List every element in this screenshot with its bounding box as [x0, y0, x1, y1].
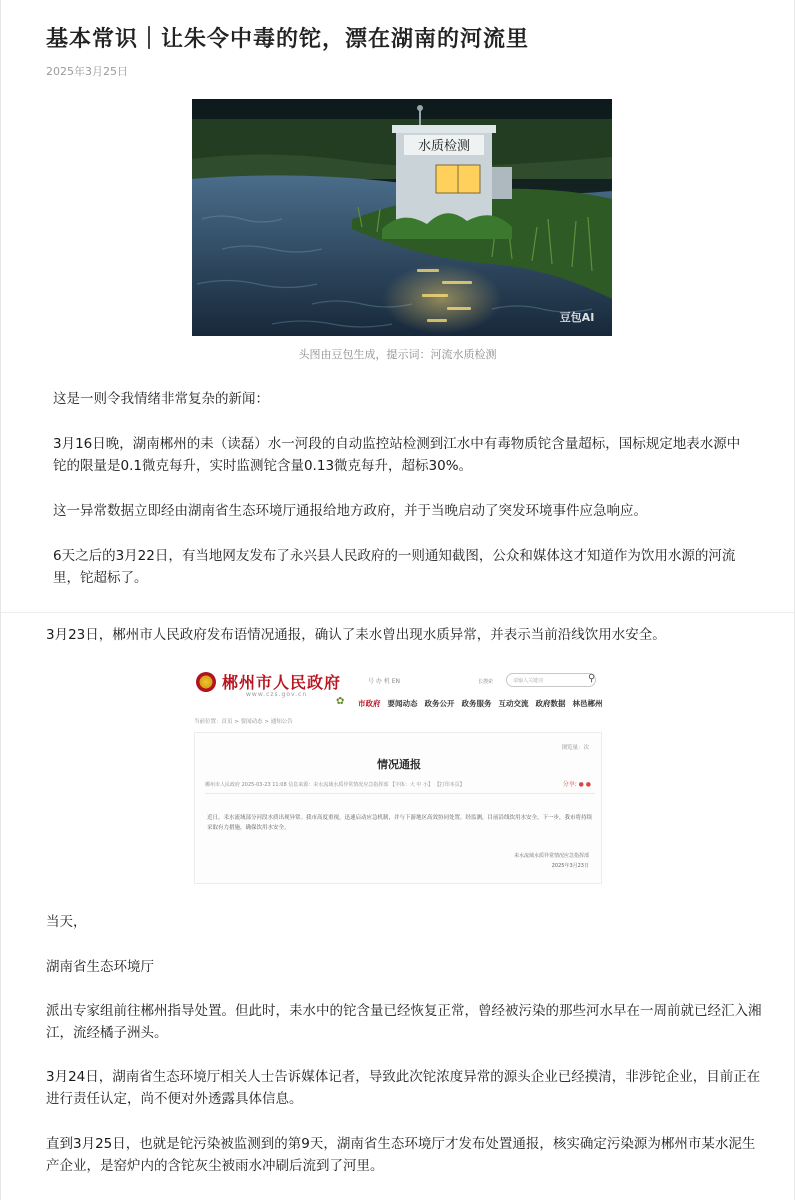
mascot-icon: ✿ — [336, 696, 345, 707]
station-sign: 水质检测 — [417, 139, 471, 154]
paragraph-same-day: 当天， — [46, 914, 87, 930]
gov-nav-item: 政府数据 — [535, 699, 566, 708]
section-divider — [0, 612, 795, 613]
gov-notice-screenshot — [188, 662, 608, 888]
article-date: 2025年3月25日 — [46, 65, 128, 78]
search-icon: ⚲ — [588, 673, 596, 684]
gov-signature-date: 2025年3月23日 — [551, 863, 589, 869]
article-title: 基本常识｜让朱令中毒的铊，漂在湖南的河流里 — [46, 26, 530, 52]
gov-nav-item: 政务公开 — [424, 699, 455, 708]
watermark: 豆包AI — [559, 311, 595, 324]
paragraph-0322: 6天之后的3月22日，有当地网友发布了永兴县人民政府的一则通知截图，公众和媒体这才知道作为饮用水源的河流里，铊超标了。 — [53, 548, 736, 586]
gov-top-links: 号 办 机 EN — [368, 678, 401, 685]
hero-caption: 头图由豆包生成，提示词：河流水质检测 — [298, 348, 497, 361]
gov-site-url: www.czs.gov.cn — [246, 691, 308, 698]
gov-doc-body: 近日，耒水流域部分河段水质出现异常。我市高度重视，迅速启动应急机制，并与下游地区高效协同处置。经监测，目前沿线饮用水安全。下一步，我市将持续采取有力措施，确保饮用水安全。 — [207, 815, 593, 831]
gov-share: 分享: ● ● — [562, 781, 591, 788]
gov-views: 浏览量：次 — [561, 745, 589, 751]
gov-nav-item: 要闻动态 — [387, 699, 418, 708]
paragraph-0325: 直到3月25日，也就是铊污染被监测到的第9天，湖南省生态环境厅才发布处置通报，核实确定污染源为郴州市某水泥生产企业，是窑炉内的含铊灰尘被雨水冲刷后流到了河里。 — [46, 1136, 756, 1174]
gov-doc-meta: 郴州市人民政府 2025-03-23 11:08 信息来源：耒水流域水质异常情况应急指挥部 【字体：大 中 小】 【打印本页】 — [205, 781, 595, 794]
paragraph-0323: 3月23日，郴州市人民政府发布语情况通报，确认了耒水曾出现水质异常，并表示当前沿线饮用水安全。 — [46, 627, 666, 643]
gov-nav-item: 政务服务 — [461, 699, 492, 708]
paragraph-experts: 派出专家组前往郴州指导处置。但此时，耒水中的铊含量已经恢复正常，曾经被污染的那些河水早在一周前就已经汇入湘江，流经橘子洲头。 — [46, 1003, 762, 1041]
gov-doc-signature — [514, 851, 589, 871]
paragraph-0324: 3月24日，湖南省生态环境厅相关人士告诉媒体记者，导致此次铊浓度异常的源头企业已经摸清，非涉铊企业，目前正在进行责任认定，尚不便对外透露具体信息。 — [46, 1069, 761, 1107]
gov-breadcrumb: 当前位置：首页 > 要闻动态 > 通知公告 — [194, 719, 293, 725]
emblem-icon — [196, 672, 216, 692]
gov-search-input: 请输入关键词 — [506, 673, 596, 687]
paragraph-report: 这一异常数据立即经由湖南省生态环境厅通报给地方政府，并于当晚启动了突发环境事件应急响应。 — [53, 503, 647, 519]
gov-notice-card — [194, 732, 602, 884]
gov-signature-org: 耒水流域水质异常情况应急指挥部 — [513, 853, 589, 859]
gov-nav-item: 林邑郴州 — [572, 699, 603, 708]
gov-search-label: 长搜索 — [478, 679, 494, 685]
paragraph-dept: 湖南省生态环境厅 — [46, 959, 154, 975]
paragraph-0316: 3月16日晚，湖南郴州的耒（读磊）水一河段的自动监控站检测到江水中有毒物质铊含量超标，国标规定地表水源中铊的限量是0.1微克每升，实时监测铊含量0.13微克每升，超标30%。 — [53, 436, 741, 474]
gov-doc-title: 情况通报 — [377, 758, 421, 771]
paragraph-intro: 这是一则令我情绪非常复杂的新闻： — [53, 391, 269, 407]
hero-image — [192, 99, 612, 336]
gov-site-name: 郴州市人民政府 — [222, 673, 342, 692]
gov-nav — [358, 698, 610, 709]
gov-nav-item: 互动交流 — [498, 699, 529, 708]
gov-nav-item: 市政府 — [358, 699, 381, 708]
gov-header — [188, 662, 608, 702]
